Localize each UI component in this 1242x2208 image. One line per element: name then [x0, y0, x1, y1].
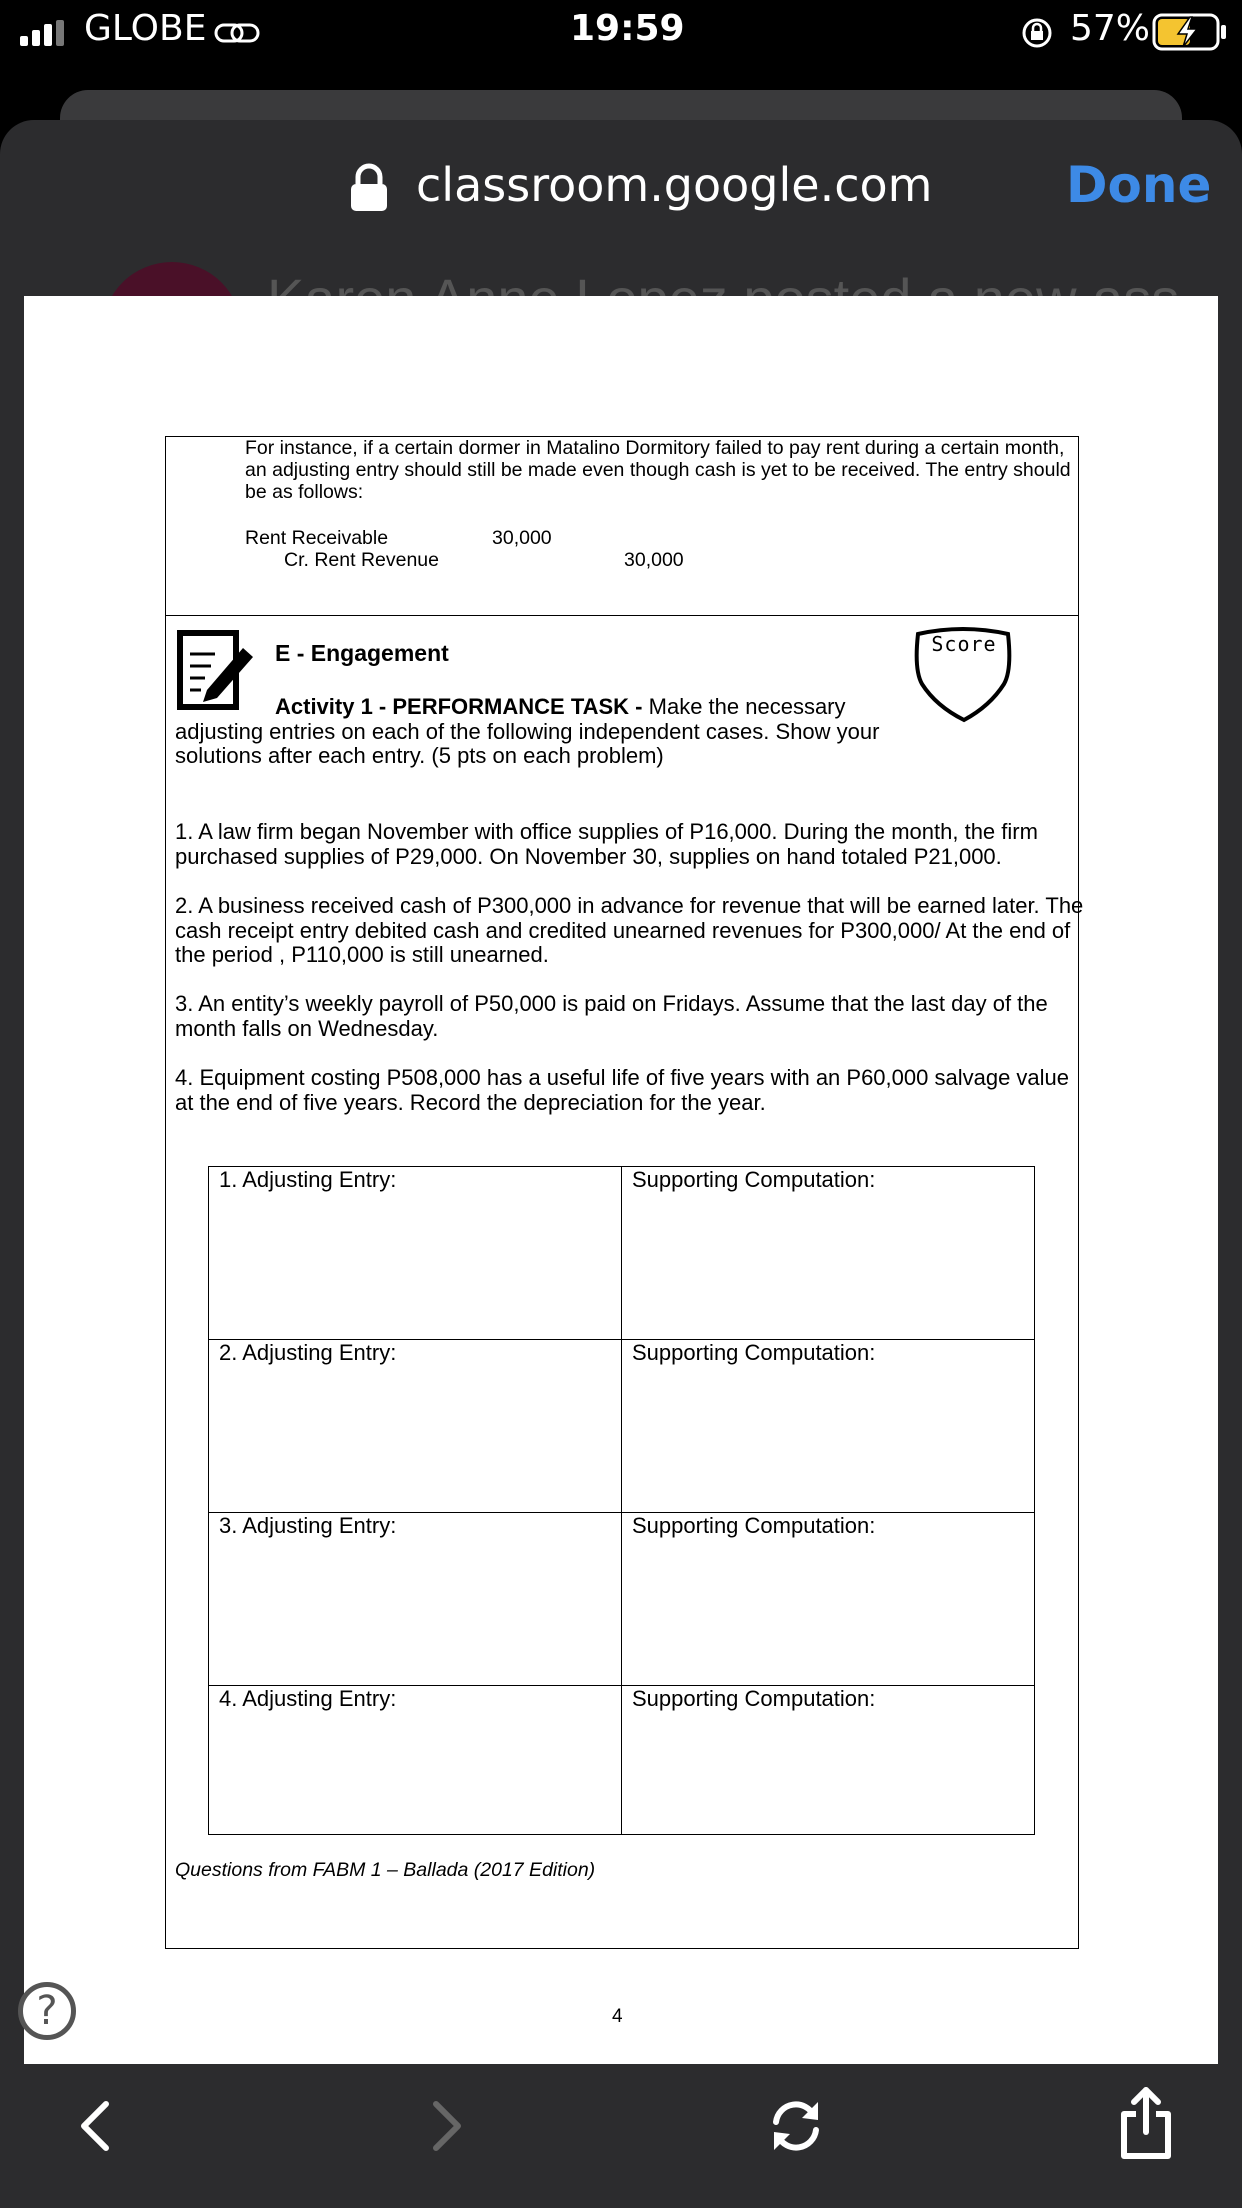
- problem-2-line-2: cash receipt entry debited cash and credited unearned revenues for P300,000/ At the end of: [175, 917, 1071, 943]
- bottom-toolbar: [0, 2064, 1242, 2208]
- activity-line-1: [275, 695, 846, 720]
- adjusting-entry-cell-3[interactable]: 3. Adjusting Entry:: [209, 1513, 622, 1686]
- problem-2: [175, 894, 1083, 968]
- problem-2-line-3: the period , P110,000 is still unearned.: [175, 942, 549, 967]
- table-row: [209, 1513, 1035, 1686]
- score-label: Score: [931, 632, 997, 656]
- reload-icon[interactable]: [764, 2094, 828, 2158]
- entry-account-2: Cr. Rent Revenue: [284, 549, 440, 571]
- status-bar: [0, 0, 1242, 90]
- problem-1-line-2: purchased supplies of P29,000. On November 30, supplies on hand totaled P21,000.: [175, 843, 1002, 869]
- clock: 19:59: [570, 8, 685, 49]
- problem-1: [175, 820, 1038, 869]
- problem-3-line-2: month falls on Wednesday.: [175, 1015, 439, 1041]
- problem-4-line-1: 4. Equipment costing P508,000 has a useful life of five years with an P60,000 salvage value: [175, 1065, 1070, 1090]
- computation-cell-2[interactable]: Supporting Computation:: [622, 1340, 1035, 1513]
- done-button[interactable]: Done: [1066, 156, 1212, 214]
- share-icon[interactable]: [1118, 2084, 1174, 2160]
- edit-document-icon: [177, 630, 257, 712]
- entry-account-1: Rent Receivable: [245, 527, 389, 549]
- back-icon[interactable]: [76, 2100, 114, 2152]
- page-number: 4: [612, 2006, 623, 2027]
- document-page[interactable]: [24, 296, 1218, 2064]
- url-bar: [0, 120, 1242, 252]
- activity-desc-3: solutions after each entry. (5 pts on each problem): [175, 743, 664, 768]
- table-row: [209, 1167, 1035, 1340]
- table-row: [209, 1340, 1035, 1513]
- forward-icon[interactable]: [428, 2100, 466, 2152]
- section-title: E - Engagement: [275, 640, 449, 666]
- battery-percent: 57%: [1070, 8, 1151, 49]
- entry-debit-1: 30,000: [492, 527, 552, 549]
- entry-credit-2: 30,000: [624, 549, 684, 571]
- signal-icon: [20, 20, 64, 46]
- problem-1-line-1: 1. A law firm began November with office supplies of P16,000. During the month, the firm: [175, 819, 1038, 844]
- activity-title: Activity 1 - PERFORMANCE TASK -: [275, 694, 643, 719]
- activity-desc-1: Make the necessary: [642, 694, 846, 719]
- table-row: [209, 1686, 1035, 1835]
- help-icon[interactable]: ?: [18, 1982, 76, 2040]
- carrier-name: GLOBE: [84, 8, 207, 49]
- lock-icon: [350, 164, 388, 212]
- problem-3: [175, 992, 1048, 1041]
- link-icon: [214, 20, 260, 46]
- orientation-lock-icon: [1020, 16, 1054, 50]
- problem-4-line-2: at the end of five years. Record the depreciation for the year.: [175, 1089, 766, 1115]
- adjusting-entry-cell-1[interactable]: 1. Adjusting Entry:: [209, 1167, 622, 1340]
- problem-4: [175, 1066, 1069, 1115]
- computation-cell-4[interactable]: Supporting Computation:: [622, 1686, 1035, 1835]
- url-text[interactable]: classroom.google.com: [416, 158, 933, 212]
- problem-2-line-1: 2. A business received cash of P300,000 in advance for revenue that will be earned later. The: [175, 893, 1084, 918]
- activity-desc-2: adjusting entries on each of the following independent cases. Show your: [175, 719, 880, 744]
- battery-icon: [1152, 13, 1228, 51]
- computation-cell-3[interactable]: Supporting Computation:: [622, 1513, 1035, 1686]
- adjusting-entry-cell-2[interactable]: 2. Adjusting Entry:: [209, 1340, 622, 1513]
- source-note: Questions from FABM 1 – Ballada (2017 Edition): [175, 1859, 596, 1881]
- answer-table: [208, 1166, 1035, 1835]
- background-classroom-peek: [24, 252, 1218, 296]
- computation-cell-1[interactable]: Supporting Computation:: [622, 1167, 1035, 1340]
- problem-3-line-1: 3. An entity’s weekly payroll of P50,000 is paid on Fridays. Assume that the last day of the: [175, 991, 1048, 1016]
- intro-paragraph: For instance, if a certain dormer in Matalino Dormitory failed to pay rent during a certain month, an adjusting entry should still be made even though cash is yet to be received. The entry should be as follows:: [245, 437, 1071, 503]
- adjusting-entry-cell-4[interactable]: 4. Adjusting Entry:: [209, 1686, 622, 1835]
